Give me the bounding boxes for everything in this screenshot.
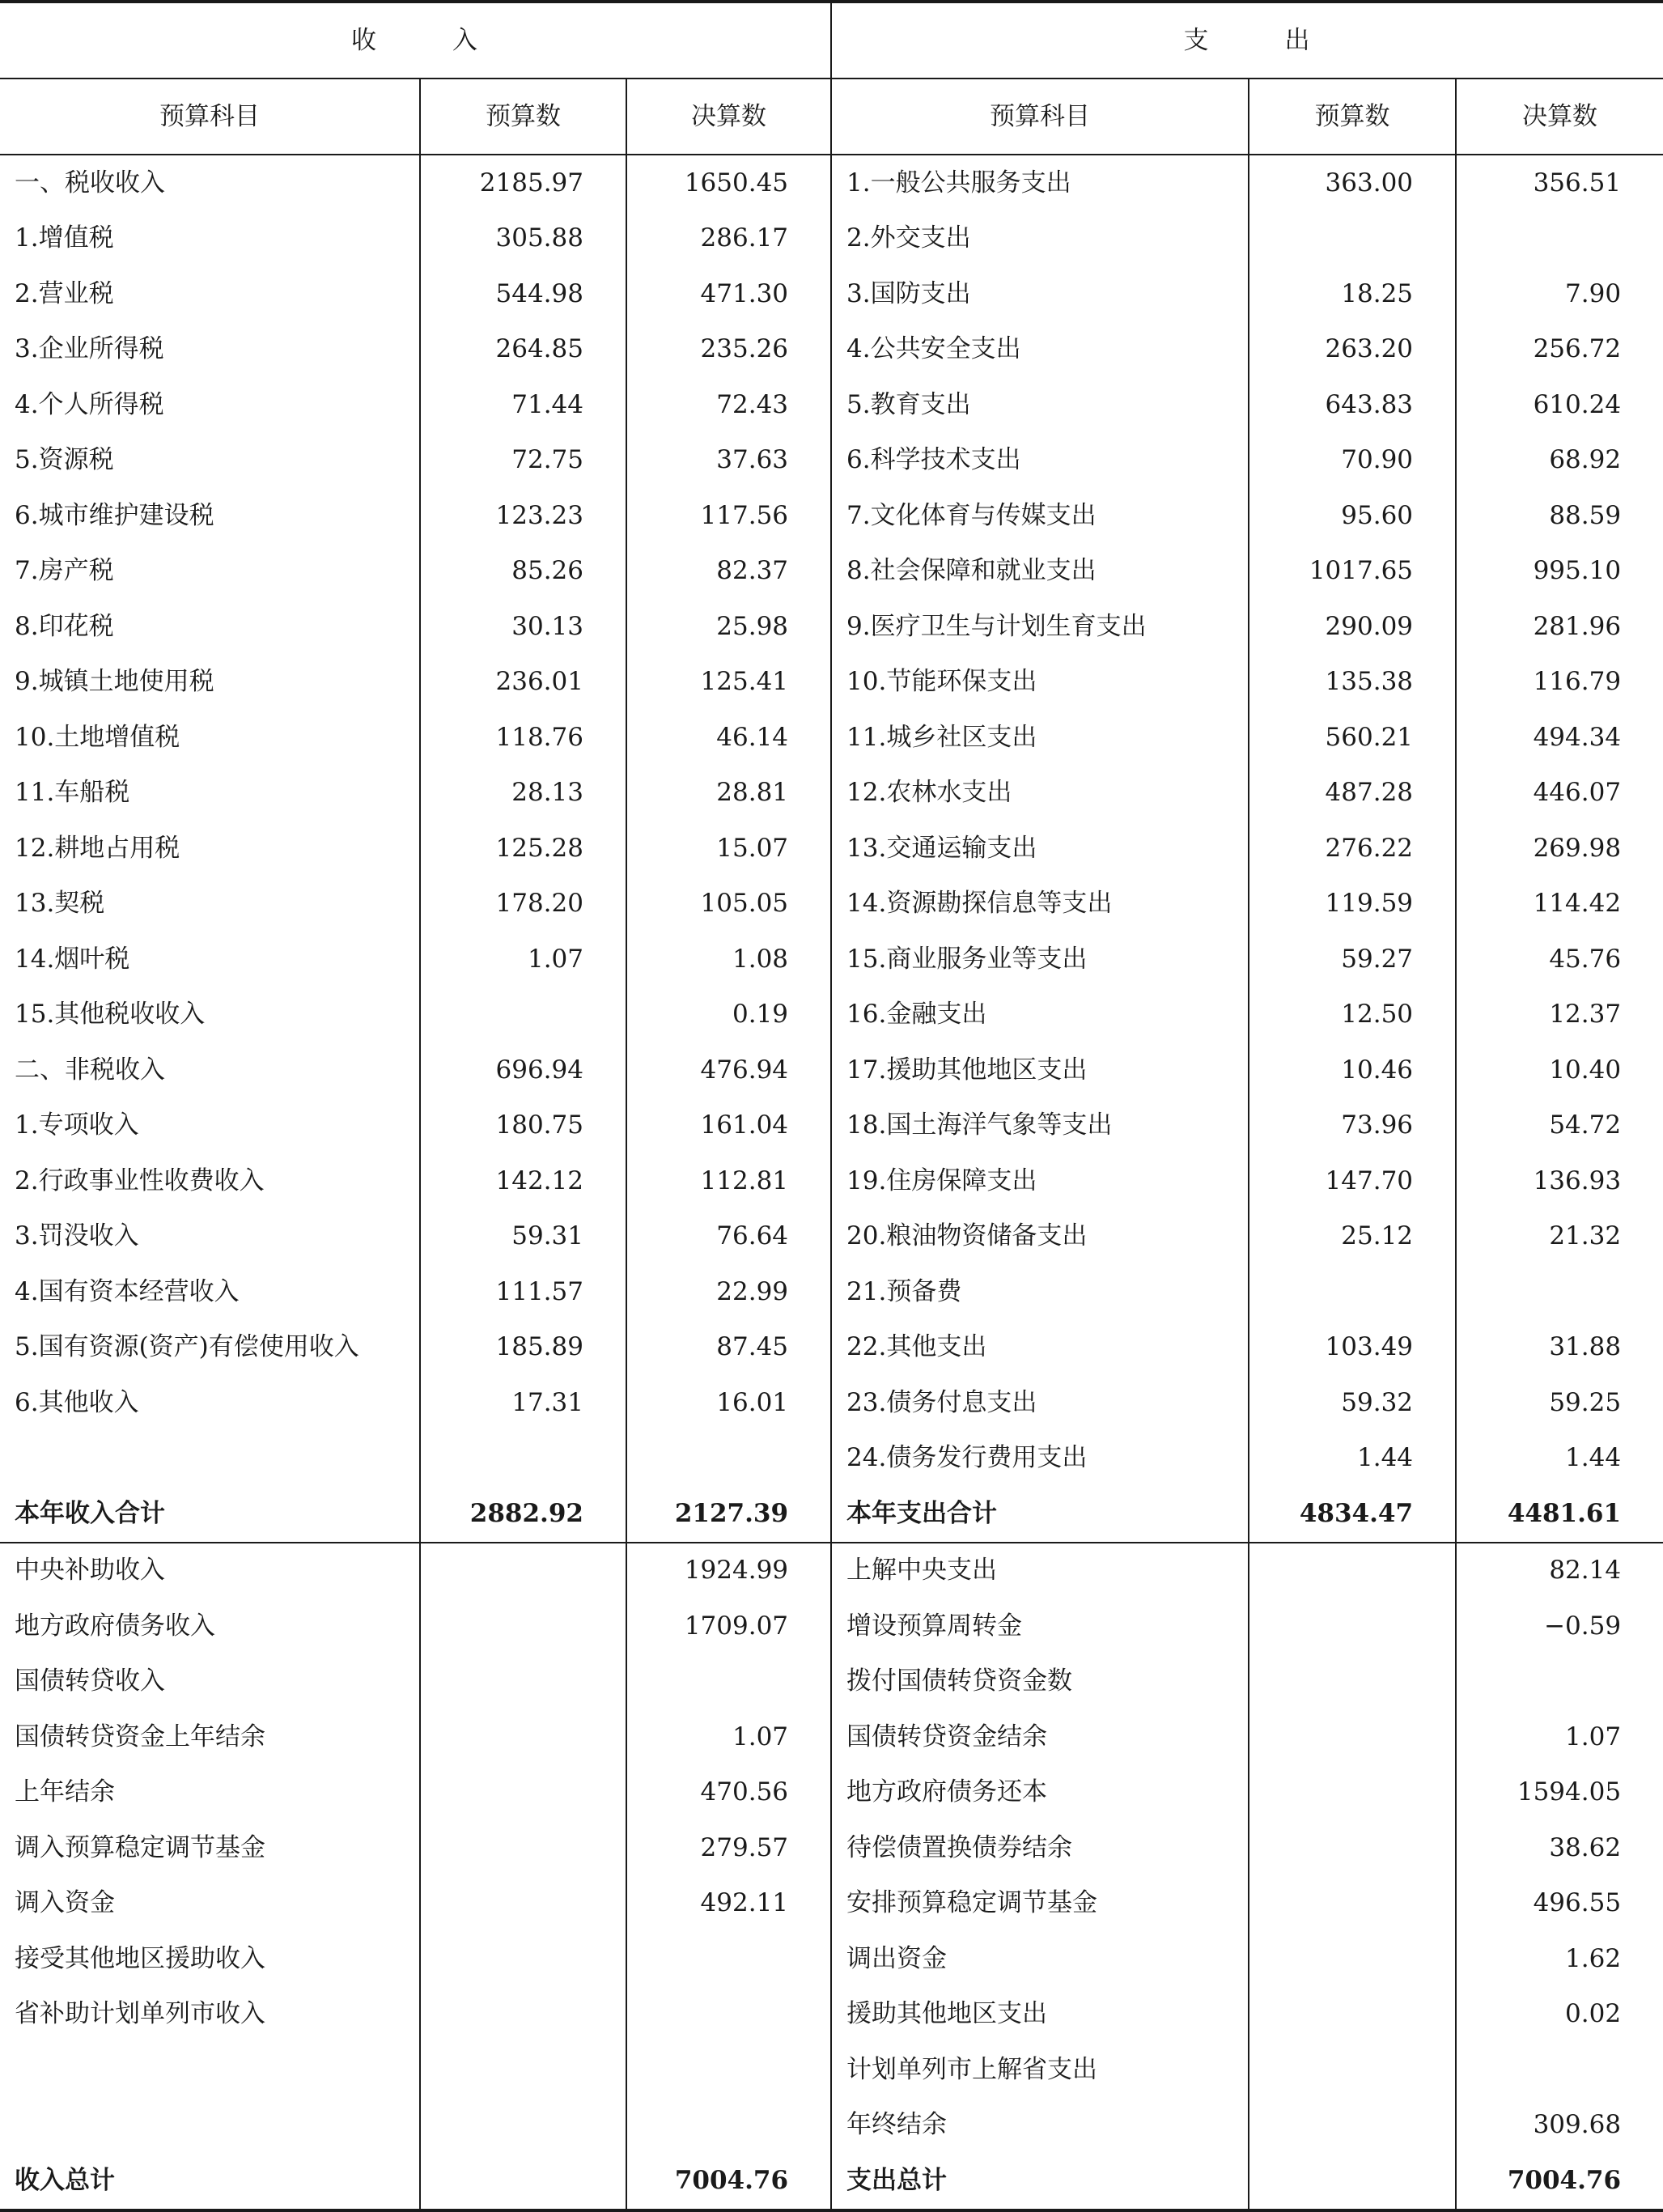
amount-cell: 59.25	[1549, 1387, 1622, 1417]
item-name-cell: 18.国土海洋气象等支出	[831, 1098, 1249, 1154]
amount-cell: 1.08	[626, 932, 831, 987]
amount-cell: 111.57	[420, 1264, 626, 1320]
item-name-cell: 23.债务付息支出	[831, 1375, 1249, 1431]
table-row	[0, 766, 1663, 822]
item-name-cell: 14.烟叶税	[0, 932, 420, 987]
amount-cell: 2127.39	[626, 1486, 831, 1543]
item-name-cell: 7.文化体育与传媒支出	[831, 488, 1249, 544]
amount-cell: 180.75	[420, 1098, 626, 1154]
amount-cell: 696.94	[420, 1042, 626, 1098]
amount-cell: 28.81	[626, 766, 831, 822]
item-name-cell: 11.车船税	[0, 766, 420, 822]
amount-cell: 1.07	[1565, 1722, 1622, 1751]
column-header: 预算数	[1249, 79, 1456, 155]
amount-cell: 37.63	[626, 433, 831, 489]
amount-cell: 18.25	[1249, 266, 1456, 322]
expense-section-title: 支 出	[831, 2, 1663, 79]
item-name-cell: 1.增值税	[0, 211, 420, 267]
amount-cell	[420, 1709, 626, 1765]
amount-cell: 0.19	[626, 987, 831, 1043]
item-name-cell: 2.营业税	[0, 266, 420, 322]
item-name-cell: 20.粮油物资储备支出	[831, 1209, 1249, 1265]
amount-cell	[420, 2153, 626, 2210]
amount-cell: 492.11	[626, 1876, 831, 1932]
amount-cell	[1456, 2042, 1663, 2098]
amount-cell	[420, 1876, 626, 1932]
amount-cell: 30.13	[420, 599, 626, 655]
amount-cell: 16.01	[626, 1375, 831, 1431]
item-name-cell: 年终结余	[831, 2098, 1249, 2154]
amount-cell: 0.02	[1565, 1999, 1622, 2029]
amount-cell: 4481.61	[1456, 1486, 1663, 1543]
item-name-cell: 14.资源勘探信息等支出	[831, 877, 1249, 932]
item-name-cell: 3.罚没收入	[0, 1209, 420, 1265]
item-name-cell: 7.房产税	[0, 544, 420, 600]
table-row	[0, 433, 1663, 489]
amount-cell	[1249, 1820, 1456, 1876]
amount-cell: 643.83	[1249, 377, 1456, 433]
amount-cell	[420, 1598, 626, 1654]
table-row	[0, 1209, 1663, 1265]
amount-cell	[626, 1987, 831, 2043]
item-name-cell: 上年结余	[0, 1765, 420, 1821]
item-name-cell: 4.公共安全支出	[831, 322, 1249, 378]
amount-cell: 286.17	[626, 211, 831, 267]
item-name-cell: 国债转贷资金结余	[831, 1709, 1249, 1765]
item-name-cell: 调入预算稳定调节基金	[0, 1820, 420, 1876]
table-row	[0, 544, 1663, 600]
amount-cell: 15.07	[626, 821, 831, 877]
item-name-cell: 9.医疗卫生与计划生育支出	[831, 599, 1249, 655]
table-row	[0, 1098, 1663, 1154]
item-name-cell: 15.其他税收收入	[0, 987, 420, 1043]
item-name-cell: 调入资金	[0, 1876, 420, 1932]
amount-cell: 1.44	[1249, 1431, 1456, 1487]
item-name-cell: 援助其他地区支出	[831, 1987, 1249, 2043]
amount-cell: 1.62	[1565, 1943, 1622, 1973]
table-row	[0, 1320, 1663, 1376]
year-total-row	[0, 1486, 1663, 1543]
amount-cell	[1249, 2153, 1456, 2210]
amount-cell	[1249, 1876, 1456, 1932]
item-name-cell: 5.教育支出	[831, 377, 1249, 433]
item-name-cell: 5.国有资源(资产)有偿使用收入	[0, 1320, 420, 1376]
table-row	[0, 2042, 1663, 2098]
table-row	[0, 322, 1663, 378]
amount-cell: 1.07	[626, 1709, 831, 1765]
amount-cell	[420, 1820, 626, 1876]
amount-cell: 236.01	[420, 655, 626, 711]
table-row	[0, 1375, 1663, 1431]
amount-cell: 263.20	[1249, 322, 1456, 378]
item-name-cell: 3.国防支出	[831, 266, 1249, 322]
table-row	[0, 1709, 1663, 1765]
item-name-cell: 本年支出合计	[831, 1486, 1249, 1543]
amount-cell: 105.05	[626, 877, 831, 932]
item-name-cell: 1.一般公共服务支出	[831, 155, 1249, 211]
amount-cell: 17.31	[420, 1375, 626, 1431]
item-name-cell: 一、税收收入	[0, 155, 420, 211]
amount-cell: 1.07	[420, 932, 626, 987]
amount-cell: 25.12	[1249, 1209, 1456, 1265]
item-name-cell: 13.契税	[0, 877, 420, 932]
amount-cell	[1456, 211, 1663, 267]
amount-cell: 4834.47	[1249, 1486, 1456, 1543]
amount-cell: 269.98	[1533, 833, 1622, 863]
amount-cell: 610.24	[1533, 389, 1622, 419]
amount-cell: 59.32	[1249, 1375, 1456, 1431]
item-name-cell: 8.印花税	[0, 599, 420, 655]
item-name-cell	[0, 2042, 420, 2098]
item-name-cell: 增设预算周转金	[831, 1598, 1249, 1654]
item-name-cell: 2.外交支出	[831, 211, 1249, 267]
amount-cell	[1249, 211, 1456, 267]
amount-cell: 496.55	[1533, 1888, 1622, 1918]
item-name-cell: 收入总计	[0, 2153, 420, 2210]
amount-cell: 494.34	[1533, 722, 1622, 752]
amount-cell: 363.00	[1249, 155, 1456, 211]
item-name-cell: 接受其他地区援助收入	[0, 1931, 420, 1987]
amount-cell: 7004.76	[1507, 2165, 1622, 2195]
amount-cell: 2882.92	[420, 1486, 626, 1543]
amount-cell: 59.31	[420, 1209, 626, 1265]
item-name-cell: 16.金融支出	[831, 987, 1249, 1043]
amount-cell	[1249, 1654, 1456, 1710]
amount-cell: 10.40	[1549, 1055, 1622, 1085]
item-name-cell: 国债转贷收入	[0, 1654, 420, 1710]
table-row	[0, 1153, 1663, 1209]
amount-cell: 1924.99	[626, 1543, 831, 1599]
amount-cell: 112.81	[626, 1153, 831, 1209]
amount-cell: 31.88	[1549, 1332, 1622, 1362]
amount-cell: 471.30	[626, 266, 831, 322]
amount-cell: 2185.97	[420, 155, 626, 211]
amount-cell: 290.09	[1249, 599, 1456, 655]
amount-cell: 1650.45	[626, 155, 831, 211]
column-header: 预算数	[420, 79, 626, 155]
table-row	[0, 2098, 1663, 2154]
table-row	[0, 155, 1663, 211]
amount-cell: 142.12	[420, 1153, 626, 1209]
item-name-cell: 本年收入合计	[0, 1486, 420, 1543]
amount-cell: 476.94	[626, 1042, 831, 1098]
amount-cell: 54.72	[1549, 1110, 1622, 1140]
amount-cell: 12.50	[1249, 987, 1456, 1043]
amount-cell: 71.44	[420, 377, 626, 433]
item-name-cell: 9.城镇土地使用税	[0, 655, 420, 711]
amount-cell	[626, 1654, 831, 1710]
table-row	[0, 655, 1663, 711]
amount-cell: 125.28	[420, 821, 626, 877]
amount-cell: 68.92	[1549, 445, 1622, 475]
amount-cell: 103.49	[1249, 1320, 1456, 1376]
amount-cell: 235.26	[626, 322, 831, 378]
table-row	[0, 932, 1663, 987]
amount-cell: 21.32	[1549, 1221, 1622, 1251]
item-name-cell: 3.企业所得税	[0, 322, 420, 378]
amount-cell: 178.20	[420, 877, 626, 932]
item-name-cell	[0, 1431, 420, 1487]
amount-cell: 46.14	[626, 710, 831, 766]
item-name-cell: 上解中央支出	[831, 1543, 1249, 1599]
column-header: 预算科目	[0, 79, 420, 155]
amount-cell: 10.46	[1249, 1042, 1456, 1098]
amount-cell: 22.99	[626, 1264, 831, 1320]
amount-cell: 161.04	[626, 1098, 831, 1154]
amount-cell	[626, 2098, 831, 2154]
item-name-cell: 地方政府债务收入	[0, 1598, 420, 1654]
amount-cell	[420, 2042, 626, 2098]
amount-cell: 28.13	[420, 766, 626, 822]
amount-cell: 76.64	[626, 1209, 831, 1265]
amount-cell: 560.21	[1249, 710, 1456, 766]
amount-cell	[1249, 2098, 1456, 2154]
item-name-cell: 10.土地增值税	[0, 710, 420, 766]
amount-cell	[420, 2098, 626, 2154]
table-row	[0, 1431, 1663, 1487]
amount-cell: 114.42	[1533, 889, 1622, 919]
income-section-title: 收 入	[0, 2, 831, 79]
item-name-cell: 6.城市维护建设税	[0, 488, 420, 544]
table-row	[0, 821, 1663, 877]
item-name-cell: 12.耕地占用税	[0, 821, 420, 877]
amount-cell: 125.41	[626, 655, 831, 711]
amount-cell	[1249, 1931, 1456, 1987]
item-name-cell: 15.商业服务业等支出	[831, 932, 1249, 987]
item-name-cell: 2.行政事业性收费收入	[0, 1153, 420, 1209]
amount-cell: 256.72	[1533, 334, 1622, 364]
amount-cell	[626, 1931, 831, 1987]
amount-cell	[1249, 1543, 1456, 1599]
table-row	[0, 266, 1663, 322]
table-row	[0, 1765, 1663, 1821]
table-row	[0, 1931, 1663, 1987]
table-row	[0, 1654, 1663, 1710]
item-name-cell: 10.节能环保支出	[831, 655, 1249, 711]
item-name-cell: 二、非税收入	[0, 1042, 420, 1098]
item-name-cell: 国债转贷资金上年结余	[0, 1709, 420, 1765]
item-name-cell: 22.其他支出	[831, 1320, 1249, 1376]
amount-cell	[1249, 1709, 1456, 1765]
item-name-cell: 11.城乡社区支出	[831, 710, 1249, 766]
table-row	[0, 1820, 1663, 1876]
amount-cell	[420, 1931, 626, 1987]
amount-cell: 85.26	[420, 544, 626, 600]
amount-cell: 281.96	[1533, 611, 1622, 641]
amount-cell: 135.38	[1249, 655, 1456, 711]
amount-cell: 82.37	[626, 544, 831, 600]
amount-cell	[1249, 1598, 1456, 1654]
amount-cell: 309.68	[1533, 2110, 1622, 2140]
amount-cell: 1.44	[1565, 1443, 1622, 1473]
table-row	[0, 211, 1663, 267]
amount-cell	[420, 1987, 626, 2043]
item-name-cell: 地方政府债务还本	[831, 1765, 1249, 1821]
grand-total-row	[0, 2153, 1663, 2210]
item-name-cell: 6.其他收入	[0, 1375, 420, 1431]
amount-cell: 470.56	[626, 1765, 831, 1821]
table-header	[0, 2, 1663, 155]
amount-cell	[1456, 1264, 1663, 1320]
item-name-cell: 支出总计	[831, 2153, 1249, 2210]
table-row	[0, 377, 1663, 433]
amount-cell: 59.27	[1249, 932, 1456, 987]
amount-cell: 82.14	[1549, 1556, 1622, 1586]
table-row	[0, 488, 1663, 544]
item-name-cell: 24.债务发行费用支出	[831, 1431, 1249, 1487]
table-row	[0, 1543, 1663, 1599]
item-name-cell: 省补助计划单列市收入	[0, 1987, 420, 2043]
amount-cell	[626, 1431, 831, 1487]
item-name-cell: 13.交通运输支出	[831, 821, 1249, 877]
amount-cell: 117.56	[626, 488, 831, 544]
amount-cell: −0.59	[1544, 1611, 1622, 1641]
amount-cell: 123.23	[420, 488, 626, 544]
amount-cell: 264.85	[420, 322, 626, 378]
amount-cell: 1709.07	[626, 1598, 831, 1654]
item-name-cell: 8.社会保障和就业支出	[831, 544, 1249, 600]
amount-cell	[1249, 2042, 1456, 2098]
amount-cell: 1594.05	[1517, 1777, 1622, 1807]
column-header: 预算科目	[831, 79, 1249, 155]
amount-cell	[420, 987, 626, 1043]
table-row	[0, 710, 1663, 766]
table-row	[0, 1987, 1663, 2043]
table-row	[0, 1598, 1663, 1654]
item-name-cell: 安排预算稳定调节基金	[831, 1876, 1249, 1932]
item-name-cell: 19.住房保障支出	[831, 1153, 1249, 1209]
table-row	[0, 1042, 1663, 1098]
amount-cell	[420, 1431, 626, 1487]
item-name-cell: 17.援助其他地区支出	[831, 1042, 1249, 1098]
item-name-cell: 4.国有资本经营收入	[0, 1264, 420, 1320]
amount-cell: 87.45	[626, 1320, 831, 1376]
table-body	[0, 155, 1663, 2210]
item-name-cell: 4.个人所得税	[0, 377, 420, 433]
amount-cell: 1017.65	[1249, 544, 1456, 600]
amount-cell: 136.93	[1533, 1165, 1622, 1195]
item-name-cell: 计划单列市上解省支出	[831, 2042, 1249, 2098]
amount-cell: 12.37	[1549, 1000, 1622, 1030]
column-header: 决算数	[1456, 79, 1663, 155]
amount-cell	[1249, 1765, 1456, 1821]
amount-cell: 25.98	[626, 599, 831, 655]
amount-cell	[420, 1543, 626, 1599]
amount-cell: 7004.76	[626, 2153, 831, 2210]
item-name-cell: 中央补助收入	[0, 1543, 420, 1599]
amount-cell: 279.57	[626, 1820, 831, 1876]
amount-cell: 73.96	[1249, 1098, 1456, 1154]
amount-cell	[1456, 1654, 1663, 1710]
amount-cell	[1249, 1987, 1456, 2043]
amount-cell: 356.51	[1533, 168, 1622, 197]
amount-cell: 118.76	[420, 710, 626, 766]
amount-cell	[420, 1765, 626, 1821]
item-name-cell: 1.专项收入	[0, 1098, 420, 1154]
table-row	[0, 1876, 1663, 1932]
amount-cell: 995.10	[1533, 556, 1622, 586]
table-row	[0, 987, 1663, 1043]
amount-cell: 7.90	[1565, 278, 1622, 308]
table-row	[0, 1264, 1663, 1320]
item-name-cell: 5.资源税	[0, 433, 420, 489]
item-name-cell: 拨付国债转贷资金数	[831, 1654, 1249, 1710]
amount-cell: 70.90	[1249, 433, 1456, 489]
item-name-cell	[0, 2098, 420, 2154]
amount-cell: 119.59	[1249, 877, 1456, 932]
item-name-cell: 6.科学技术支出	[831, 433, 1249, 489]
amount-cell: 72.43	[626, 377, 831, 433]
amount-cell: 72.75	[420, 433, 626, 489]
item-name-cell: 21.预备费	[831, 1264, 1249, 1320]
amount-cell: 95.60	[1249, 488, 1456, 544]
item-name-cell: 12.农林水支出	[831, 766, 1249, 822]
amount-cell	[1249, 1264, 1456, 1320]
amount-cell: 88.59	[1549, 500, 1622, 530]
amount-cell: 446.07	[1533, 778, 1622, 808]
amount-cell: 487.28	[1249, 766, 1456, 822]
amount-cell	[420, 1654, 626, 1710]
amount-cell: 38.62	[1549, 1832, 1622, 1862]
amount-cell: 305.88	[420, 211, 626, 267]
item-name-cell: 调出资金	[831, 1931, 1249, 1987]
amount-cell: 185.89	[420, 1320, 626, 1376]
amount-cell: 147.70	[1249, 1153, 1456, 1209]
item-name-cell: 待偿债置换债券结余	[831, 1820, 1249, 1876]
amount-cell: 116.79	[1533, 667, 1622, 697]
amount-cell	[626, 2042, 831, 2098]
table-row	[0, 877, 1663, 932]
table-row	[0, 599, 1663, 655]
amount-cell: 276.22	[1249, 821, 1456, 877]
column-header: 决算数	[626, 79, 831, 155]
amount-cell: 544.98	[420, 266, 626, 322]
amount-cell: 45.76	[1549, 944, 1622, 974]
